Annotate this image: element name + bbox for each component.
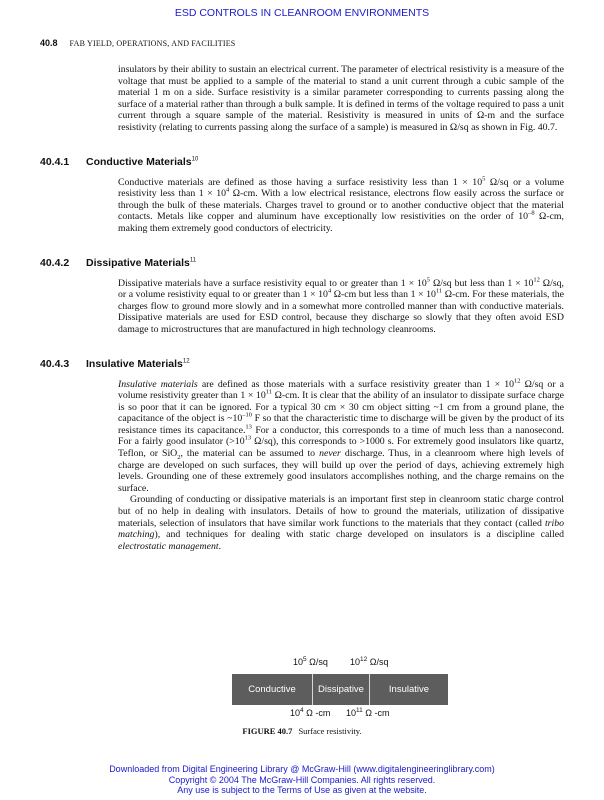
resistivity-scale-bar bbox=[232, 674, 448, 705]
footnote-ref: 11 bbox=[189, 257, 197, 264]
running-head bbox=[40, 38, 564, 48]
footer-copyright: Copyright © 2004 The McGraw-Hill Companies. All rights reserved. bbox=[168, 774, 436, 785]
section-heading-insulative bbox=[40, 358, 564, 370]
page-number: 40.8 bbox=[40, 38, 58, 48]
figure-label-top-left: $10^5$ Ω/sq bbox=[293, 656, 328, 667]
section-number: 40.4.1 bbox=[40, 155, 70, 168]
segment-dissipative: Dissipative bbox=[318, 684, 364, 695]
figure-caption bbox=[0, 726, 604, 736]
running-head-title: FAB YIELD, OPERATIONS, AND FACILITIES bbox=[69, 39, 236, 48]
segment-conductive: Conductive bbox=[248, 684, 296, 695]
section-title: Dissipative Materials bbox=[86, 256, 190, 269]
section-number: 40.4.3 bbox=[40, 357, 70, 370]
section-heading-conductive bbox=[40, 156, 564, 168]
section-number: 40.4.2 bbox=[40, 256, 70, 269]
footnote-ref: 10 bbox=[191, 156, 199, 163]
segment-insulative: Insulative bbox=[388, 684, 430, 695]
dissipative-paragraph: Dissipative materials have a surface resistivity equal to or greater than $1 \times 10^5$ Ω/sq but less than $1 \times 10^{12}$ Ω/sq, or a volume resistivity equal to or greater than $1 \times 10^4$ Ω-cm but less than $1 \times 10^{11}$ Ω-cm. For these materials, the charges flow to ground more slowly and in a somewhat more controlled manner than with conductive materials. Dissipative materials are used for ESD control, because they discharge so slowly that they often avoid ESD damage to microstructures that are manufactured in high technology cleanrooms. bbox=[118, 276, 564, 335]
section-title: Conductive Materials bbox=[86, 155, 192, 168]
conductive-paragraph: Conductive materials are defined as those having a surface resistivity less than $1 \times 10^5$ Ω/sq or a volume resistivity less than $1 \times 10^4$ Ω-cm. With a low electrical resistance, electrons flow easily across the surface or through the bulk of these materials. Charges travel to ground or to another conductive object that the material contacts. Metals like copper and aluminum have exceptionally low resistivities on the order of $10^{-8}$ Ω-cm, making them extremely good conductors of electricity. bbox=[118, 175, 565, 234]
figure-label-bottom-right: $10^{11}$ Ω -cm bbox=[346, 707, 390, 718]
footer-terms-link[interactable]: Any use is subject to the Terms of Use as given at the website. bbox=[177, 785, 427, 795]
section-title: Insulative Materials bbox=[86, 357, 183, 370]
footnote-ref: 12 bbox=[182, 358, 190, 364]
footer-download-link[interactable]: Downloaded from Digital Engineering Library @ McGraw-Hill (www.digitalengineeringlibrary.com) bbox=[109, 764, 495, 774]
figure-label-top-right: $10^{12}$ Ω/sq bbox=[350, 656, 389, 667]
page-banner: ESD CONTROLS IN CLEANROOM ENVIRONMENTS bbox=[174, 7, 430, 19]
page-footer bbox=[0, 764, 604, 796]
figure-label-bottom-left: $10^4$ Ω -cm bbox=[290, 707, 331, 718]
intro-paragraph: insulators by their ability to sustain an electrical current. The parameter of electrical resistivity is a measure of the voltage that must be applied to a sample of the material to stand a unit current through a cubic sample of the material 1 m on a side. Surface resistivity is a similar parameter corresponding to currents passing along the surface of a material rather than through a bulk sample. It is defined in terms of the voltage required to pass a unit current through a square sample of the material. Resistivity is measured in units of Ω-m and the surface resistivity (relating to currents passing along the surface of a sample) is measured in Ω/sq as shown in Fig. 40.7. bbox=[118, 64, 564, 133]
figure-caption-text: Surface resistivity. bbox=[298, 726, 362, 736]
section-heading-dissipative bbox=[40, 257, 564, 269]
insulative-paragraph-1: Insulative materials are defined as those materials with a surface resistivity greater than $1 \times 10^{12}$ Ω/sq or a volume resistivity greater than $1 \times 10^{11}$ Ω-cm. It is clear that the ability of an insulator to dissipate surface charge is so poor that it can be ignored. For a typical 30 cm × 30 cm object sitting ~1 cm from a ground plane, the capacitance of the object is $\sim 10^{-10}$ F so that the characteristic time to discharge will be given by the product of its resistance times its capacitance.$^{13}$ For a conductor, this corresponds to a time of much less than a nanosecond. For a fairly good insulator ($>10^{13}$ Ω/sq), this corresponds to >1000 s. For extremely good insulators like quartz, Teflon, or SiO$_2$, the material can be assumed to never discharge. Thus, in a cleanroom where high levels of charge are developed on such surfaces, they will build up over the period of days, achieving extremely high levels. Grounding one of these extremely good insulators accomplishes nothing, and the charge remains on the surface. bbox=[118, 377, 565, 494]
figure-caption-label: FIGURE 40.7 bbox=[242, 726, 293, 736]
insulative-paragraph-2: Grounding of conducting or dissipative materials is an important first step in cleanroom static charge control but of no help in dealing with insulators. Details of how to ground the materials, utilization of dissipative materials, selection of insulators that have similar work functions to the materials that they contact (called tribo matching), and techniques for dealing with static charge developed on insulators is a discipline called electrostatic management. bbox=[118, 494, 564, 552]
main-content bbox=[40, 64, 564, 552]
